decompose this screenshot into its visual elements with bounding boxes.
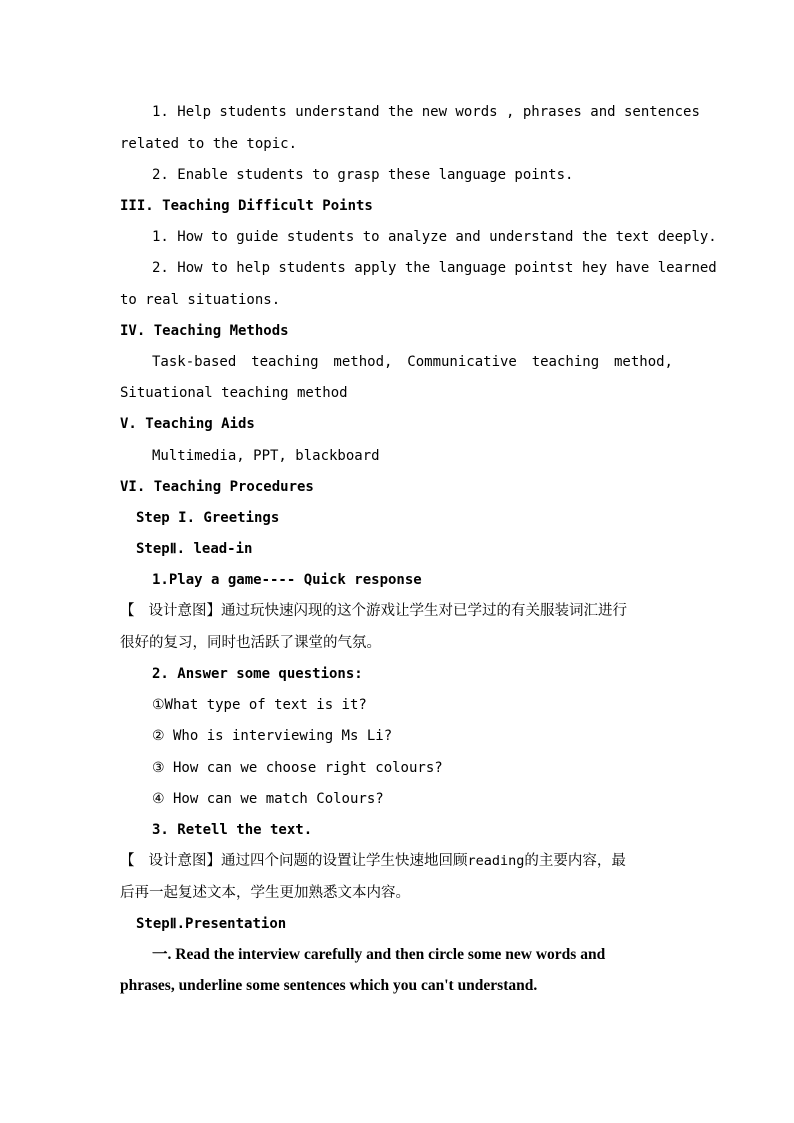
design-text: 设计意图】通过玩快速闪现的这个游戏让学生对已学过的有关服装词汇进行 (148, 603, 627, 619)
presentation-heading: StepⅡ.Presentation (136, 916, 287, 932)
teaching-methods-heading: IV. Teaching Methods (120, 323, 289, 339)
question-3: ③ How can we choose right colours? (152, 760, 443, 776)
difficult-point-1: 1. How to guide students to analyze and understand the text deeply. (152, 229, 717, 245)
method-word: teaching (251, 354, 319, 370)
teaching-aids-text: Multimedia, PPT, blackboard (152, 448, 380, 464)
method-word: teaching (531, 354, 600, 370)
difficult-points-heading: III. Teaching Difficult Points (120, 198, 373, 214)
teaching-procedures-heading: VI. Teaching Procedures (120, 479, 314, 495)
design-intent-1-line-2: 很好的复习，同时也活跃了课堂的气氛。 (120, 635, 381, 651)
design-intent-1-line-1 (120, 601, 627, 621)
presentation-task-line-1: 一. Read the interview carefully and then circle some new words and (152, 946, 606, 963)
design-bracket: 【 (120, 603, 135, 619)
teaching-aids-heading: V. Teaching Aids (120, 416, 255, 432)
game-item: 1.Play a game---- Quick response (152, 572, 422, 588)
design-text: 的主要内容，最 (524, 853, 626, 869)
design-intent-2-line-2: 后再一起复述文本，学生更加熟悉文本内容。 (120, 885, 410, 901)
difficult-point-2-line-2: to real situations. (120, 292, 281, 308)
method-word: method, (613, 354, 673, 370)
step-2-heading: StepⅡ. lead-in (136, 541, 253, 557)
method-word: Task-based (152, 354, 237, 370)
objective-item-1-line-2: related to the topic. (120, 136, 298, 152)
question-1: ①What type of text is it? (152, 697, 367, 713)
teaching-methods-line-2: Situational teaching method (120, 385, 348, 401)
design-intent-2-line-1 (120, 851, 626, 871)
retell-item: 3. Retell the text. (152, 822, 313, 838)
method-word: Communicative (407, 354, 517, 370)
objective-item-1-line-1: 1. Help students understand the new words , phrases and sentences (152, 104, 700, 120)
design-text-reading: reading (467, 853, 525, 869)
method-word: method, (333, 354, 393, 370)
presentation-task-line-2: phrases, underline some sentences which you can't understand. (120, 977, 538, 994)
question-2: ② Who is interviewing Ms Li? (152, 728, 393, 744)
design-text: 设计意图】通过四个问题的设置让学生快速地回顾 (148, 853, 468, 869)
teaching-methods-line-1 (152, 352, 673, 372)
objective-item-2: 2. Enable students to grasp these language points. (152, 167, 574, 183)
step-1-heading: Step I. Greetings (136, 510, 280, 526)
difficult-point-2-line-1: 2. How to help students apply the language pointst hey have learned (152, 260, 717, 276)
design-bracket: 【 (120, 853, 135, 869)
answer-questions-heading: 2. Answer some questions: (152, 666, 363, 682)
question-4: ④ How can we match Colours? (152, 791, 384, 807)
